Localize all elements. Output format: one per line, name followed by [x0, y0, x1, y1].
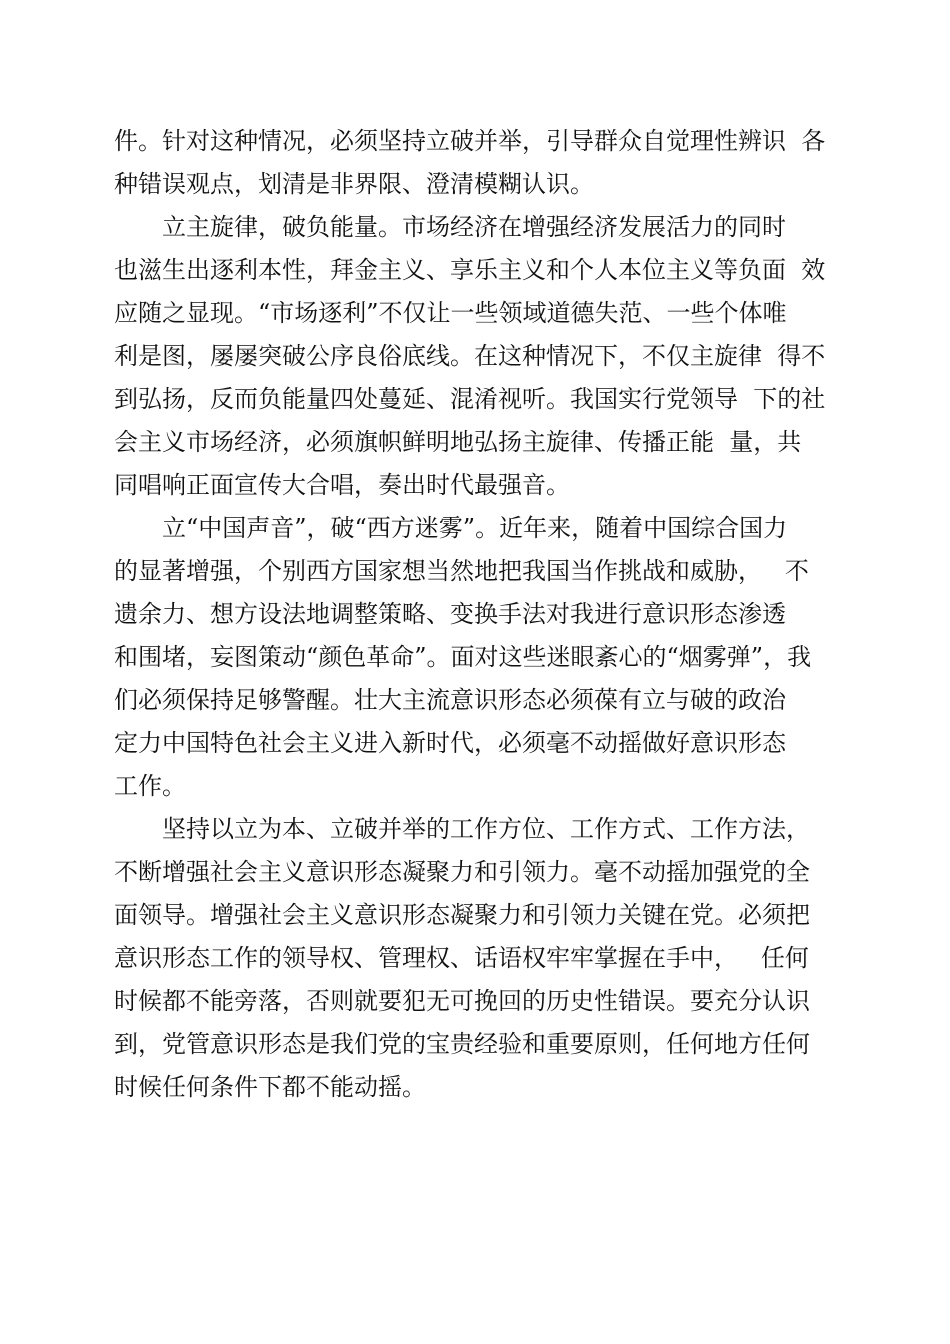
text-line: 也滋生出逐利本性，拜金主义、享乐主义和个人本位主义等负面 效 — [114, 256, 826, 284]
text-line: 种错误观点，划清是非界限、澄清模糊认识。 — [114, 170, 594, 198]
text-line: 件。针对这种情况，必须坚持立破并举，引导群众自觉理性辨识 各 — [114, 127, 826, 155]
text-line: 时候任何条件下都不能动摇。 — [114, 1073, 426, 1101]
text-line: 遗余力、想方设法地调整策略、变换手法对我进行意识形态渗透 — [114, 600, 786, 628]
text-line: 不断增强社会主义意识形态凝聚力和引领力。毫不动摇加强党的全 — [114, 858, 810, 886]
text-line: 立主旋律，破负能量。市场经济在增强经济发展活力的同时 — [114, 213, 786, 241]
text-line: 会主义市场经济，必须旗帜鲜明地弘扬主旋律、传播正能 量，共 — [114, 428, 802, 456]
text-line: 面领导。增强社会主义意识形态凝聚力和引领力关键在党。必须把 — [114, 901, 810, 929]
text-line: 工作。 — [114, 772, 186, 800]
text-line: 利是图，屡屡突破公序良俗底线。在这种情况下，不仅主旋律 得不 — [114, 342, 826, 370]
document-body — [114, 120, 854, 1109]
text-line: 到弘扬，反而负能量四处蔓延、混淆视听。我国实行党领导 下的社 — [114, 385, 826, 413]
text-line: 应随之显现。“市场逐利”不仅让一些领域道德失范、一些个体唯 — [114, 299, 787, 327]
text-line: 的显著增强，个别西方国家想当然地把我国当作挑战和威胁， 不 — [114, 557, 809, 585]
text-line: 们必须保持足够警醒。壮大主流意识形态必须葆有立与破的政治 — [114, 686, 786, 714]
text-line: 立“中国声音”，破“西方迷雾”。近年来，随着中国综合国力 — [114, 514, 788, 542]
text-line: 到，党管意识形态是我们党的宝贵经验和重要原则，任何地方任何 — [114, 1030, 810, 1058]
text-line: 定力中国特色社会主义进入新时代，必须毫不动摇做好意识形态 — [114, 729, 786, 757]
text-line: 同唱响正面宣传大合唱，奏出时代最强音。 — [114, 471, 570, 499]
text-line: 时候都不能旁落，否则就要犯无可挽回的历史性错误。要充分认识 — [114, 987, 810, 1015]
text-line: 意识形态工作的领导权、管理权、话语权牢牢掌握在手中， 任何 — [114, 944, 809, 972]
text-line: 和围堵，妄图策动“颜色革命”。面对这些迷眼紊心的“烟雾弹”，我 — [114, 643, 812, 671]
text-line: 坚持以立为本、立破并举的工作方位、工作方式、工作方法， — [114, 815, 810, 843]
